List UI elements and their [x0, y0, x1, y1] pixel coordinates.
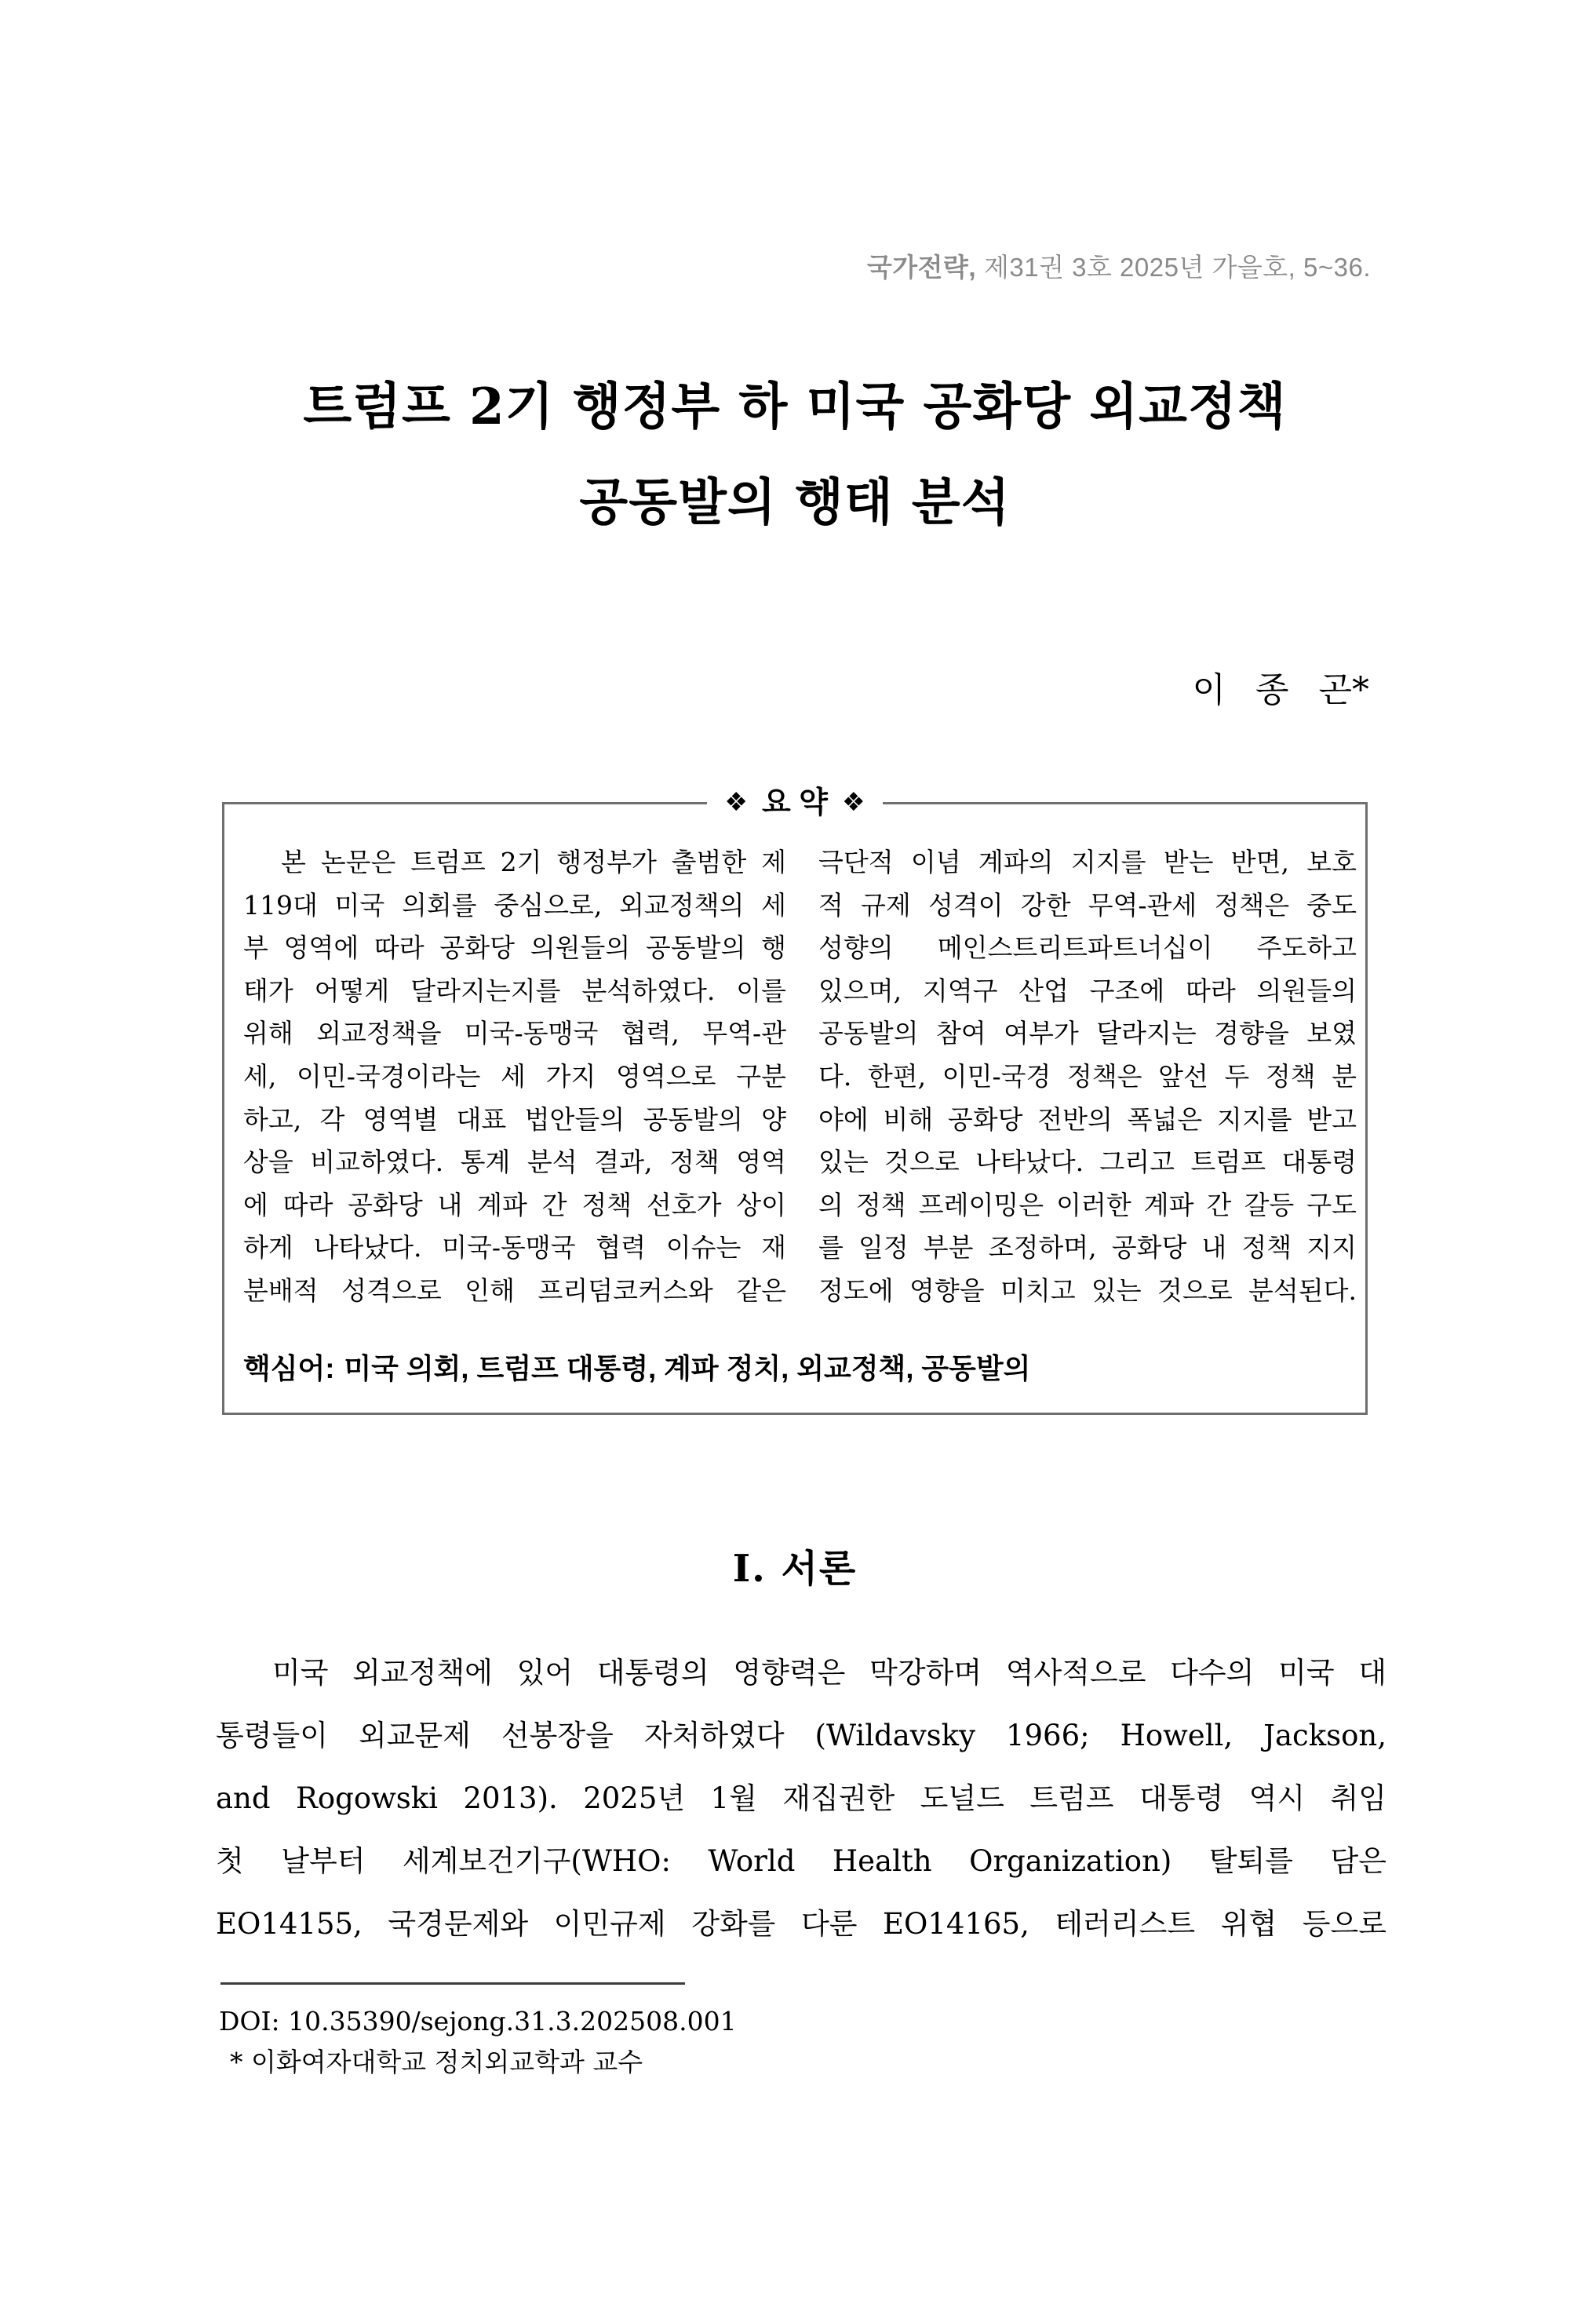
text-line: 119대 미국 의회를 중심으로, 외교정책의 세	[243, 889, 786, 921]
text-line: 공동발의 참여 여부가 달라지는 경향을 보였	[818, 1018, 1357, 1049]
text-line: 미국 외교정책에 있어 대통령의 영향력은 막강하며 역사적으로 다수의 미국 대	[272, 1656, 1386, 1690]
text-line: 부 영역에 따라 공화당 의원들의 공동발의 행	[243, 932, 786, 964]
diamond-icon: ❖	[724, 787, 748, 816]
text-line: 극단적 이념 계파의 지지를 받는 반면, 보호	[818, 847, 1357, 877]
text-line: 통령들이 외교문제 선봉장을 자처하였다 (Wildavsky 1966; Howell, Jackson,	[216, 1719, 1386, 1752]
text-line: 있으며, 지역구 산업 구조에 따라 의원들의	[818, 975, 1357, 1006]
text-line: 본 논문은 트럼프 2기 행정부가 출범한 제	[281, 847, 786, 877]
text-line: 있는 것으로 나타났다. 그리고 트럼프 대통령	[818, 1147, 1357, 1178]
author-affiliation-footnote: * 이화여자대학교 정치외교학과 교수	[230, 2047, 643, 2077]
abstract-heading-inner	[707, 783, 882, 822]
text-line: 적 규제 성격이 강한 무역-관세 정책은 중도	[818, 889, 1357, 921]
body-paragraph	[216, 1642, 1386, 1956]
text-line: 태가 어떻게 달라지는지를 분석하였다. 이를	[243, 975, 786, 1006]
text-line: 의 정책 프레이밍은 이러한 계파 간 갈등 구도	[818, 1189, 1357, 1220]
journal-name: 국가전략,	[866, 253, 977, 282]
text-line: EO14155, 국경문제와 이민규제 강화를 다룬 EO14165, 테러리스트 위협 등으로	[216, 1907, 1386, 1941]
footnote-divider	[220, 1982, 685, 1985]
abstract-heading-label: 요 약	[762, 786, 828, 819]
paper-title-line2: 공동발의 행태 분석	[579, 473, 1011, 532]
author-name: 이 종 곤*	[1192, 670, 1369, 710]
text-line: 하게 나타났다. 미국-동맹국 협력 이슈는 재	[243, 1232, 786, 1263]
text-line: 하고, 각 영역별 대표 법안들의 공동발의 양	[243, 1103, 786, 1135]
abstract-box	[222, 786, 1368, 1415]
text-line: 세, 이민-국경이라는 세 가지 영역으로 구분	[243, 1060, 786, 1092]
text-line: 위해 외교정책을 미국-동맹국 협력, 무역-관	[243, 1018, 786, 1049]
text-line: 다. 한편, 이민-국경 정책은 앞선 두 정책 분	[818, 1060, 1357, 1092]
abstract-heading	[224, 783, 1365, 822]
text-line: 첫 날부터 세계보건기구(WHO: World Health Organization) 탈퇴를 담은	[216, 1844, 1386, 1878]
text-line: 성향의 메인스트리트파트너십이 주도하고	[818, 932, 1357, 964]
section-heading-introduction: Ⅰ. 서론	[732, 1547, 858, 1591]
text-line: and Rogowski 2013). 2025년 1월 재집권한 도널드 트럼프 대통령 역시 취임	[216, 1781, 1386, 1815]
journal-header	[867, 251, 1371, 284]
paper-title	[222, 359, 1368, 551]
journal-issue: 제31권 3호 2025년 가을호, 5~36.	[984, 253, 1371, 282]
doi-text: DOI: 10.35390/sejong.31.3.202508.001	[219, 2006, 737, 2036]
keywords-value: 미국 의회, 트럼프 대통령, 계파 정치, 외교정책, 공동발의	[344, 1352, 1031, 1384]
abstract-column-left	[243, 841, 786, 1313]
text-line: 분배적 성격으로 인해 프리덤코커스와 같은	[243, 1274, 786, 1306]
paper-title-line1: 트럼프 2기 행정부 하 미국 공화당 외교정책	[303, 377, 1287, 436]
text-line: 야에 비해 공화당 전반의 폭넓은 지지를 받고	[818, 1103, 1357, 1135]
text-line: 정도에 영향을 미치고 있는 것으로 분석된다.	[818, 1274, 1357, 1306]
abstract-column-right	[818, 841, 1357, 1313]
keywords-line	[243, 1347, 1342, 1387]
text-line: 에 따라 공화당 내 계파 간 정책 선호가 상이	[243, 1189, 786, 1220]
diamond-icon: ❖	[841, 787, 865, 816]
text-line: 를 일정 부분 조정하며, 공화당 내 정책 지지	[818, 1232, 1357, 1263]
keywords-label: 핵심어:	[243, 1352, 335, 1384]
text-line: 상을 비교하였다. 통계 분석 결과, 정책 영역	[243, 1147, 786, 1178]
